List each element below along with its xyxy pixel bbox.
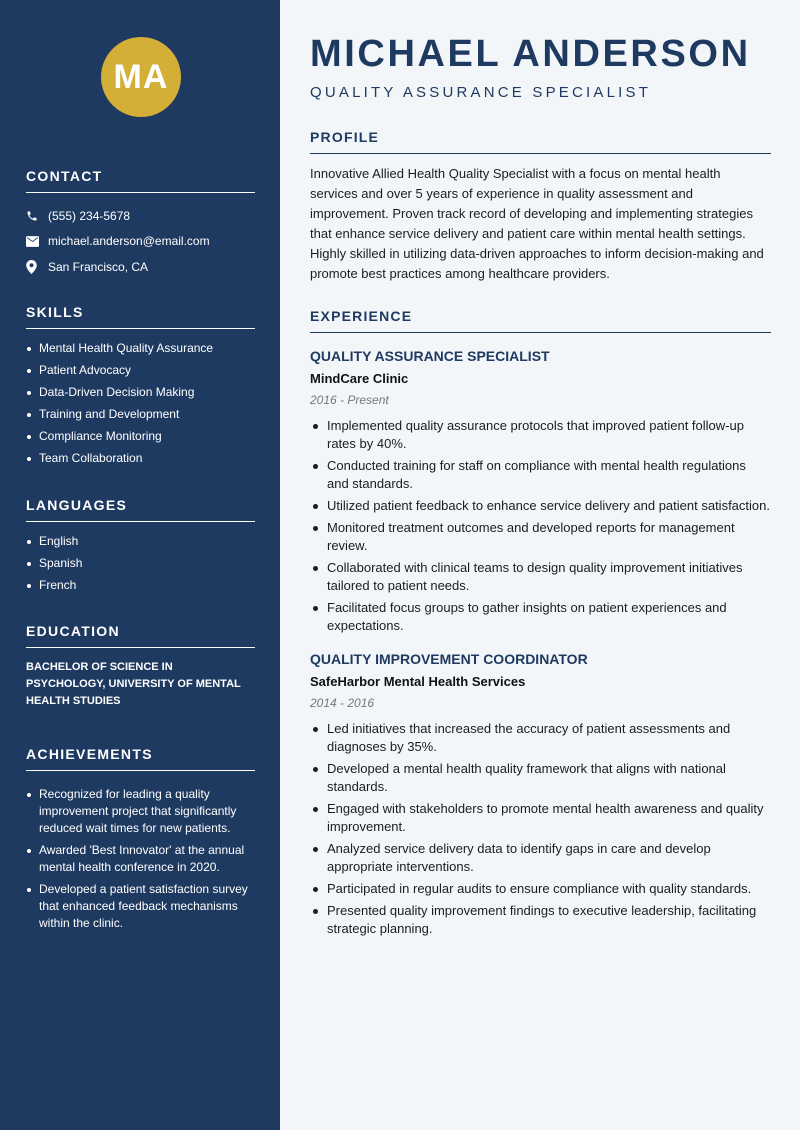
job-role: QUALITY IMPROVEMENT COORDINATOR (310, 651, 588, 667)
avatar (101, 37, 181, 117)
experience-section (310, 308, 771, 942)
job-bullet: Analyzed service delivery data to identify gaps in care and develop appropriate interventions. (310, 840, 771, 876)
job-bullet: Developed a mental health quality framework that aligns with national standards. (310, 760, 771, 796)
job-entry (310, 346, 771, 635)
contact-phone[interactable] (26, 203, 255, 229)
skills-heading: SKILLS (26, 304, 255, 329)
education-section (26, 623, 255, 710)
language-item: English (26, 533, 255, 550)
languages-section (26, 497, 255, 599)
sidebar (0, 0, 280, 1130)
skill-item: Team Collaboration (26, 450, 255, 467)
education-heading: EDUCATION (26, 623, 255, 648)
languages-heading: LANGUAGES (26, 497, 255, 522)
job-dates: 2016 - Present (310, 393, 389, 407)
location-pin-icon (26, 260, 48, 274)
candidate-title: QUALITY ASSURANCE SPECIALIST (310, 84, 652, 101)
profile-text: Innovative Allied Health Quality Specialist with a focus on mental health services and over 5 years of experience in quality assessment and improvement. Proven track record of developing and implementing strategies that enhance service delivery and patient care within mental health settings. Highly skilled in utilizing data-driven approaches to inform decision-making and promote best practices among healthcare providers. (310, 166, 764, 281)
contact-location-text: San Francisco, CA (48, 259, 149, 274)
contact-email-text: michael.anderson@email.com (48, 234, 210, 249)
skill-item: Mental Health Quality Assurance (26, 340, 255, 357)
phone-icon (26, 209, 48, 223)
skill-item: Data-Driven Decision Making (26, 384, 255, 401)
contact-email[interactable] (26, 229, 255, 255)
job-bullet: Conducted training for staff on compliance with mental health regulations and standards. (310, 457, 771, 493)
education-degree: BACHELOR OF SCIENCE IN PSYCHOLOGY, UNIVERSITY OF MENTAL HEALTH STUDIES (26, 661, 241, 707)
experience-heading: EXPERIENCE (310, 308, 771, 333)
contact-section (26, 168, 255, 280)
skills-section (26, 304, 255, 472)
job-bullet: Implemented quality assurance protocols that improved patient follow-up rates by 40%. (310, 417, 771, 453)
job-company: MindCare Clinic (310, 371, 409, 386)
job-bullet: Collaborated with clinical teams to design quality improvement initiatives tailored to patient needs. (310, 559, 771, 595)
avatar-initials: MA (113, 57, 169, 96)
candidate-name: MICHAEL ANDERSON (310, 33, 751, 75)
achievement-item: Recognized for leading a quality improvement project that significantly reduced wait times for new patients. (26, 786, 255, 837)
skill-item: Patient Advocacy (26, 362, 255, 379)
job-bullet: Monitored treatment outcomes and developed reports for management review. (310, 519, 771, 555)
job-bullet: Led initiatives that increased the accuracy of patient assessments and diagnoses by 35%. (310, 720, 771, 756)
language-item: French (26, 577, 255, 594)
job-role: QUALITY ASSURANCE SPECIALIST (310, 348, 550, 364)
job-bullet: Utilized patient feedback to enhance service delivery and patient satisfaction. (310, 497, 771, 515)
job-company: SafeHarbor Mental Health Services (310, 674, 526, 689)
achievements-heading: ACHIEVEMENTS (26, 746, 255, 771)
skill-item: Compliance Monitoring (26, 428, 255, 445)
contact-location (26, 254, 255, 280)
profile-section (310, 129, 771, 284)
job-bullet: Participated in regular audits to ensure compliance with quality standards. (310, 880, 771, 898)
job-bullet: Facilitated focus groups to gather insights on patient experiences and expectations. (310, 599, 771, 635)
job-bullet: Presented quality improvement findings to executive leadership, facilitating strategic planning. (310, 902, 771, 938)
contact-heading: CONTACT (26, 168, 255, 193)
achievement-item: Developed a patient satisfaction survey that enhanced feedback mechanisms within the clinic. (26, 881, 255, 932)
contact-phone-text: (555) 234-5678 (48, 208, 131, 223)
job-bullet: Engaged with stakeholders to promote mental health awareness and quality improvement. (310, 800, 771, 836)
job-dates: 2014 - 2016 (310, 696, 375, 710)
skill-item: Training and Development (26, 406, 255, 423)
achievements-section (26, 746, 255, 937)
language-item: Spanish (26, 555, 255, 572)
email-icon (26, 234, 48, 248)
profile-heading: PROFILE (310, 129, 771, 154)
job-entry (310, 649, 771, 938)
achievement-item: Awarded 'Best Innovator' at the annual mental health conference in 2020. (26, 842, 255, 876)
